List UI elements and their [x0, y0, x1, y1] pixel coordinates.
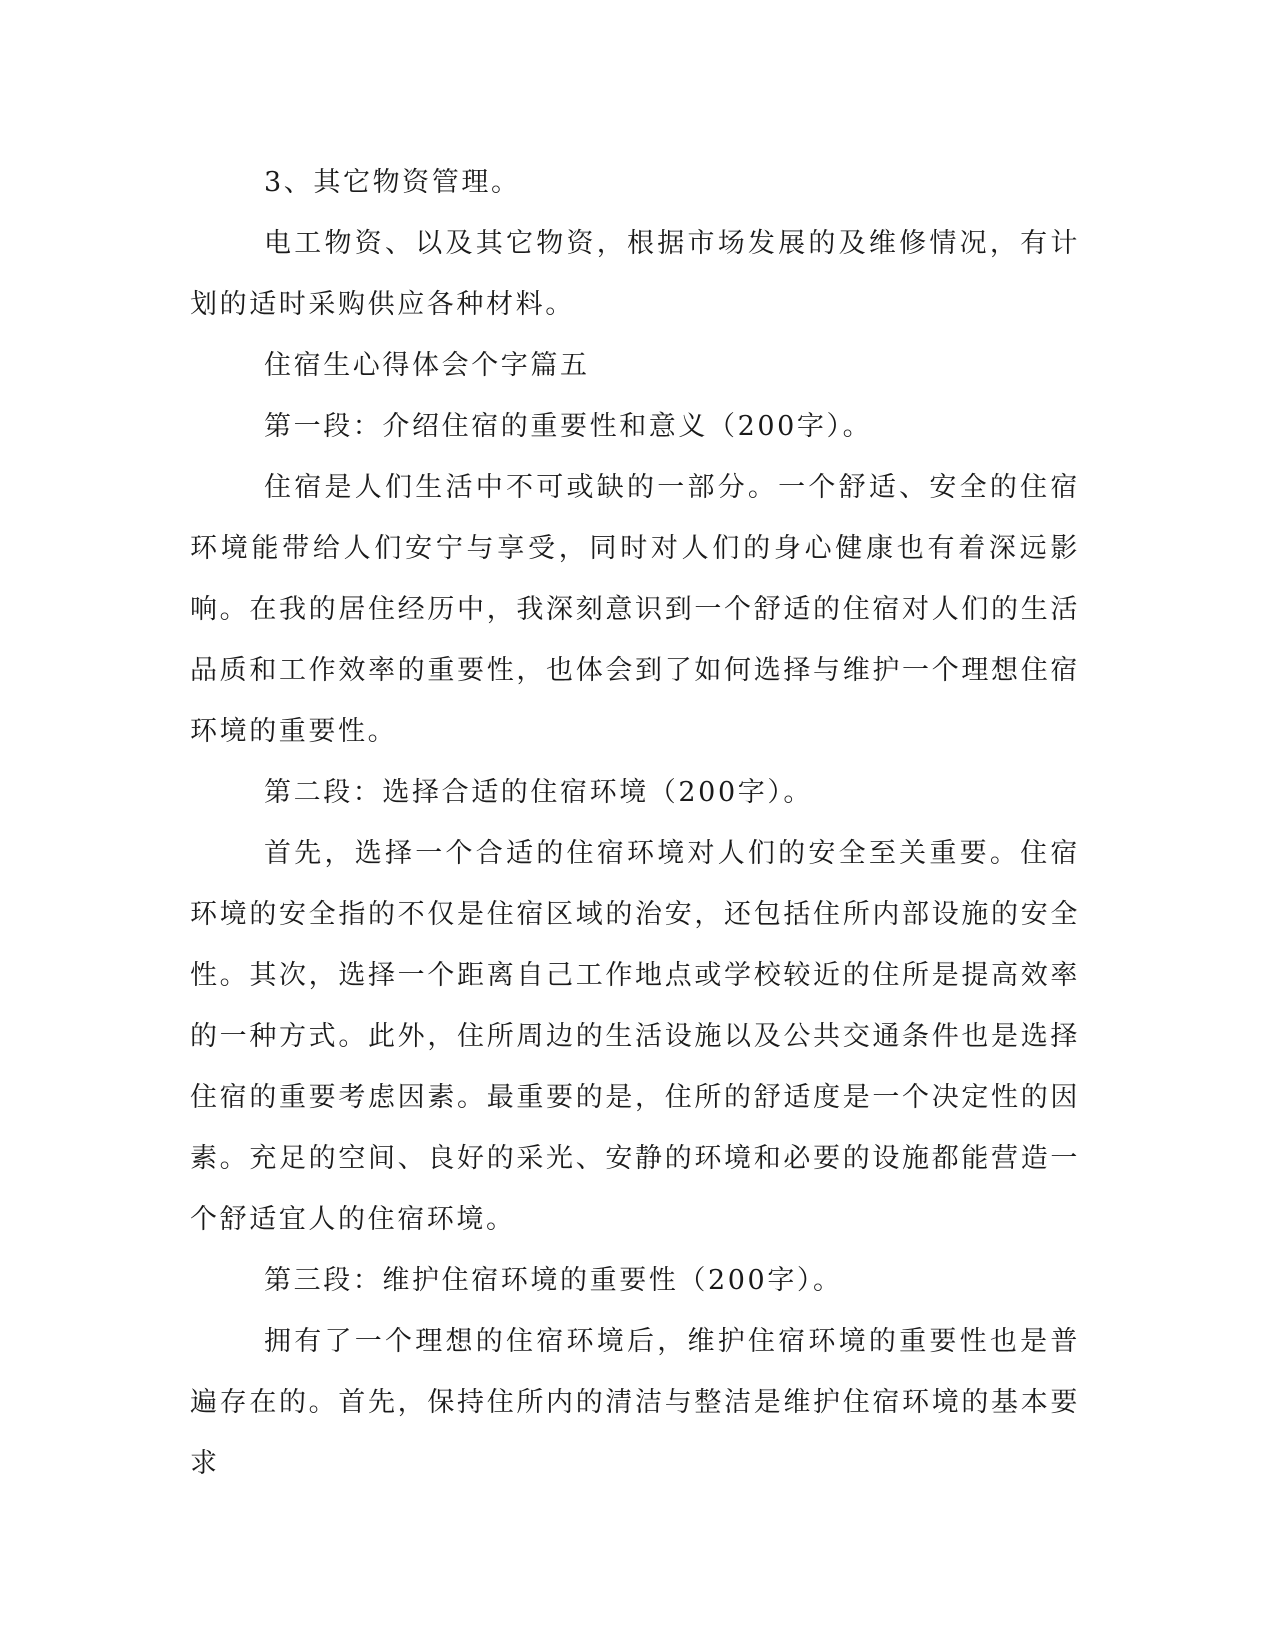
- section-heading-part-two: 第二段：选择合适的住宿环境（200字）。: [264, 777, 814, 808]
- article-title: 住宿生心得体会个字篇五: [264, 350, 590, 381]
- paragraph-part-one: 住宿是人们生活中不可或缺的一部分。一个舒适、安全的住宿环境能带给人们安宁与享受，同时对人们的身心健康也有着深远影响。在我的居住经历中，我深刻意识到一个舒适的住宿对人们的生活品质和工作效率的重要性，也体会到了如何选择与维护一个理想住宿环境的重要性。: [190, 472, 1080, 747]
- section-heading-other-materials: 3、其它物资管理。: [264, 167, 521, 198]
- section-heading-part-one: 第一段：介绍住宿的重要性和意义（200字）。: [264, 411, 873, 442]
- section-heading-part-three: 第三段：维护住宿环境的重要性（200字）。: [264, 1265, 843, 1296]
- document-body: [190, 152, 1080, 1494]
- paragraph-materials-purchase: 电工物资、以及其它物资，根据市场发展的及维修情况，有计划的适时采购供应各种材料。: [190, 228, 1080, 320]
- paragraph-part-two: 首先，选择一个合适的住宿环境对人们的安全至关重要。住宿环境的安全指的不仅是住宿区域的治安，还包括住所内部设施的安全性。其次，选择一个距离自己工作地点或学校较近的住所是提高效率的一种方式。此外，住所周边的生活设施以及公共交通条件也是选择住宿的重要考虑因素。最重要的是，住所的舒适度是一个决定性的因素。充足的空间、良好的采光、安静的环境和必要的设施都能营造一个舒适宜人的住宿环境。: [190, 838, 1080, 1235]
- paragraph-part-three: 拥有了一个理想的住宿环境后，维护住宿环境的重要性也是普遍存在的。首先，保持住所内的清洁与整洁是维护住宿环境的基本要求: [190, 1326, 1080, 1479]
